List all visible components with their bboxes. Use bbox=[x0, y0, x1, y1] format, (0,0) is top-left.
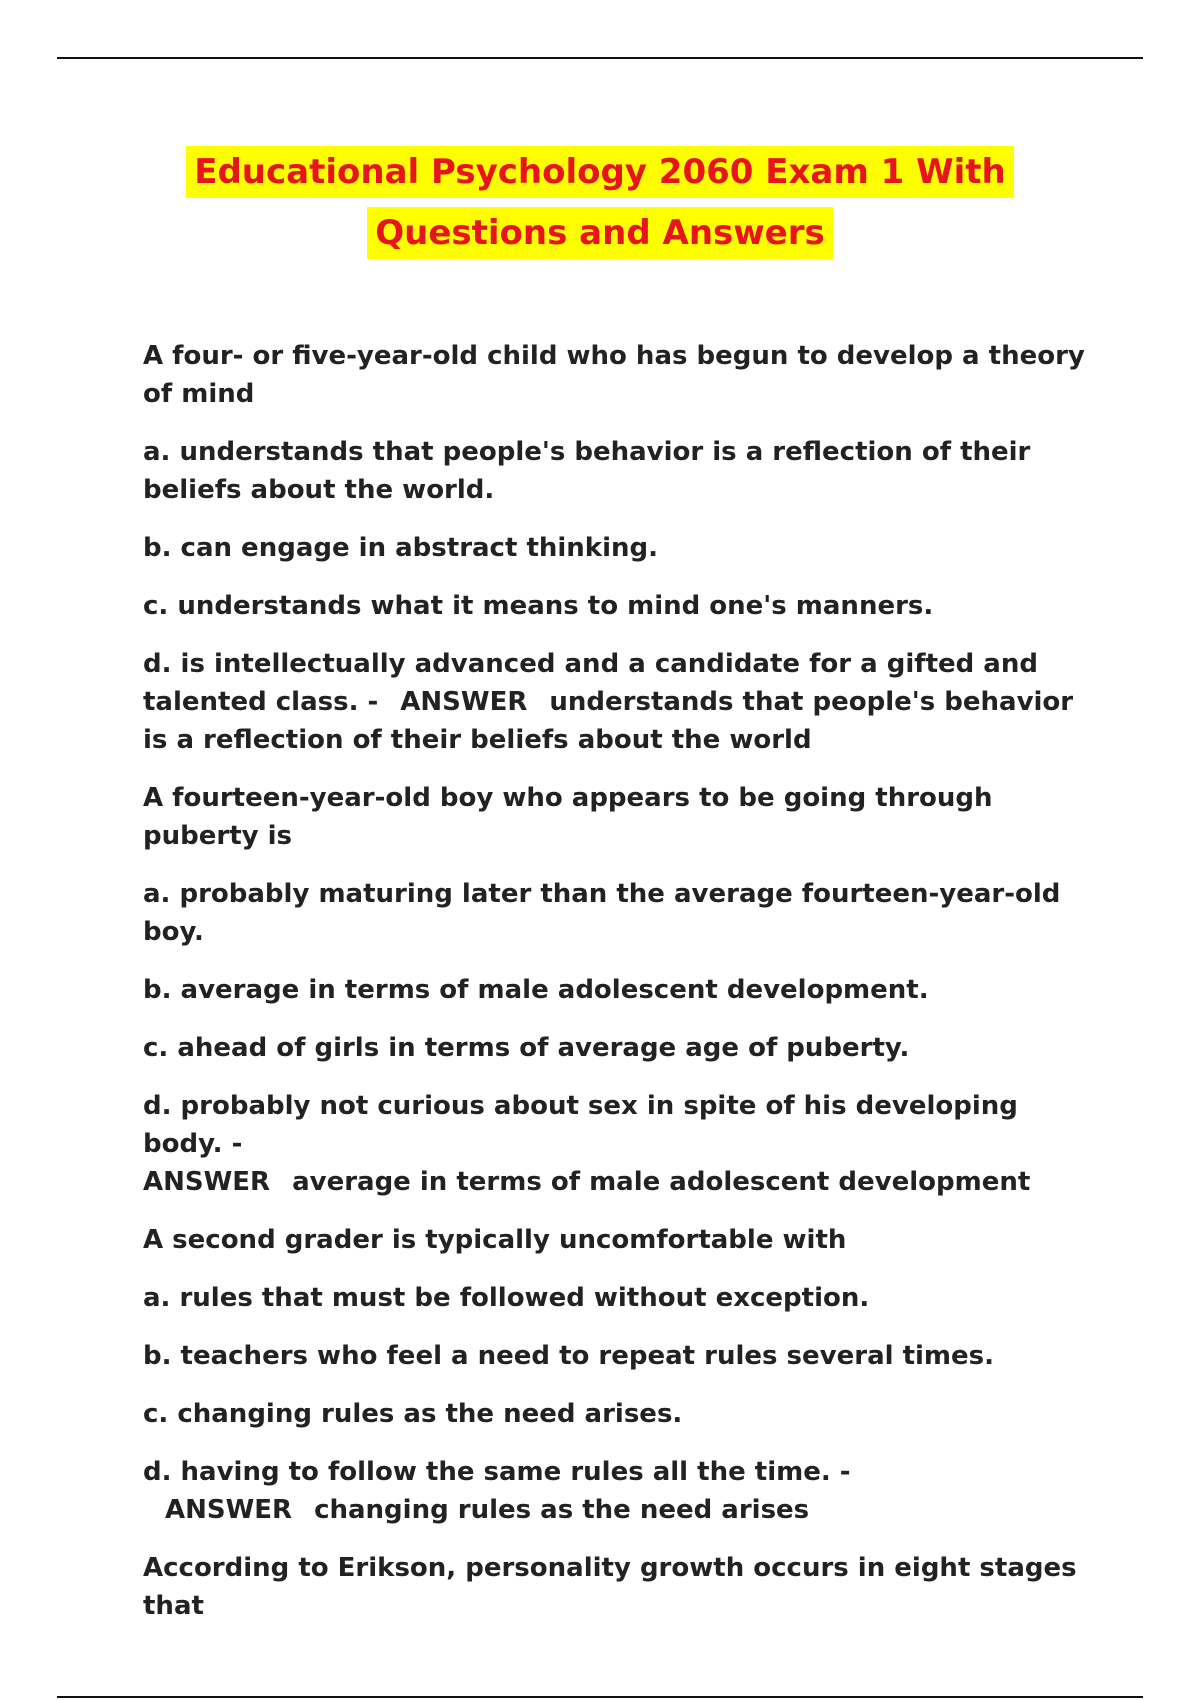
question-3-option-a: a. rules that must be followed without exception. bbox=[143, 1283, 870, 1313]
question-1-option-b: b. can engage in abstract thinking. bbox=[143, 533, 659, 563]
question-1-option-a: a. understands that people's behavior is a reflection of their beliefs about the world. bbox=[143, 437, 1031, 505]
question-1-option-d-text: d. is intellectually advanced and a candidate for a gifted and talented class. - bbox=[143, 649, 1038, 717]
question-2-answer: average in terms of male adolescent development bbox=[292, 1167, 1031, 1197]
question-4-stem: According to Erikson, personality growth occurs in eight stages that bbox=[143, 1553, 1077, 1621]
title-line-1: Educational Psychology 2060 Exam 1 With bbox=[186, 146, 1014, 198]
question-3-option-c: c. changing rules as the need arises. bbox=[143, 1399, 683, 1429]
document-title bbox=[0, 143, 1200, 265]
question-2-stem: A fourteen-year-old boy who appears to be going through puberty is bbox=[143, 783, 993, 851]
question-2-option-c: c. ahead of girls in terms of average age of puberty. bbox=[143, 1033, 910, 1063]
top-rule bbox=[57, 57, 1143, 59]
question-3-answer-label: ANSWER bbox=[165, 1495, 293, 1525]
bottom-rule bbox=[57, 1696, 1143, 1698]
question-2-answer-label: ANSWER bbox=[143, 1167, 271, 1197]
question-3-option-b: b. teachers who feel a need to repeat rules several times. bbox=[143, 1341, 994, 1371]
question-3-answer: changing rules as the need arises bbox=[314, 1495, 810, 1525]
question-2-option-d-text: d. probably not curious about sex in spite of his developing body. - bbox=[143, 1091, 1018, 1159]
question-1-answer: understands that people's behavior is a reflection of their beliefs about the world bbox=[143, 687, 1074, 755]
question-2-option-b: b. average in terms of male adolescent development. bbox=[143, 975, 929, 1005]
question-1-option-c: c. understands what it means to mind one's manners. bbox=[143, 591, 934, 621]
question-3-stem: A second grader is typically uncomfortable with bbox=[143, 1225, 847, 1255]
question-2-option-d bbox=[143, 1087, 1103, 1201]
question-1-answer-label: ANSWER bbox=[400, 687, 528, 717]
question-2-option-a: a. probably maturing later than the average fourteen-year-old boy. bbox=[143, 879, 1061, 947]
question-1-option-d bbox=[143, 645, 1103, 759]
document-body bbox=[143, 337, 1103, 1645]
question-3-option-d bbox=[143, 1453, 1103, 1529]
title-line-2: Questions and Answers bbox=[367, 207, 833, 259]
question-3-option-d-text: d. having to follow the same rules all the time. - bbox=[143, 1457, 851, 1487]
question-1-stem: A four- or five-year-old child who has begun to develop a theory of mind bbox=[143, 341, 1085, 409]
